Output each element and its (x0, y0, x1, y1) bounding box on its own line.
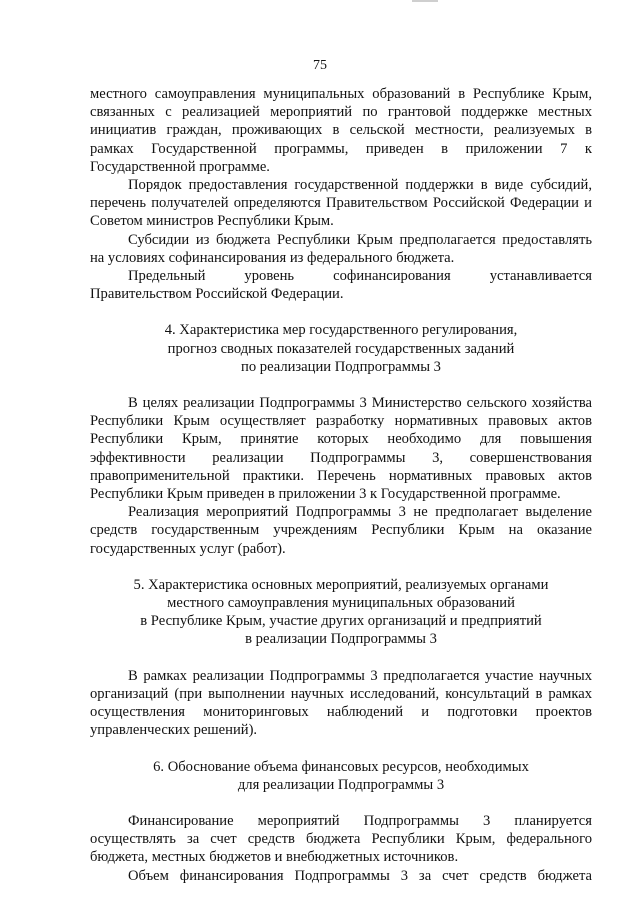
section-heading-6-line1: 6. Обоснование объема финансовых ресурсов, необходимых (153, 758, 529, 775)
paragraph-scientific-orgs: В рамках реализации Подпрограммы 3 предполагается участие научных организаций (при выполнении научных исследований, консультаций в рамках осуществления мониторинговых наблюдений и подготовки проектов управленческих решений). (90, 667, 592, 739)
section-heading-5-line1: 5. Характеристика основных мероприятий, реализуемых органами (133, 576, 549, 593)
section-heading-5-line4: в реализации Подпрограммы 3 (245, 631, 437, 648)
paragraph-financing-volume: Объем финансирования Подпрограммы 3 за счет средств бюджета (128, 867, 592, 884)
paragraph-state-tasks: Реализация мероприятий Подпрограммы 3 не предполагает выделение средств государственным учреждениям Республики Крым на оказание государственных услуг (работ). (90, 504, 592, 557)
paragraph-financing: Финансирование мероприятий Подпрограммы 3 планируется осуществлять за счет средств бюджета Республики Крым, федерального бюджета, местных бюджетов и внебюджетных источников. (90, 812, 592, 866)
section-heading-5-line3: в Республике Крым, участие других организаций и предприятий (140, 613, 542, 630)
section-heading-4-line2: прогноз сводных показателей государственных заданий (167, 340, 515, 357)
paragraph-continuation: местного самоуправления муниципальных образований в Республике Крым, связанных с реализацией мероприятий по грантовой поддержке местных инициатив граждан, проживающих в сельской местности, реализуемых в рамках Государственной программы, приведен в приложении 7 к Государственной программе. (90, 86, 592, 175)
paragraph-regulation: В целях реализации Подпрограммы 3 Министерство сельского хозяйства Республики Крым осуществляет разработку нормативных правовых актов Республики Крым, принятие которых необходимо для повышения эффективности реализации Подпрограммы 3, совершенствования правоприменительной практики. Перечень нормативных правовых актов Республики Крым приведен в приложении 3 к Государственной программе. (90, 395, 592, 503)
document-body (90, 85, 592, 885)
paragraph-subsidies: Субсидии из бюджета Республики Крым предполагается предоставлять на условиях софинансирования из федерального бюджета. (90, 231, 592, 266)
section-heading-4-line3: по реализации Подпрограммы 3 (241, 358, 441, 375)
paragraph-support-order: Порядок предоставления государственной поддержки в виде субсидий, перечень получателей определяются Правительством Российской Федерации и Советом министров Республики Крым. (90, 177, 592, 230)
section-heading-5-line2: местного самоуправления муниципальных образований (167, 595, 515, 612)
page-number: 75 (313, 58, 327, 73)
section-heading-6-line2: для реализации Подпрограммы 3 (237, 776, 445, 793)
paragraph-cofinancing-line1: Предельный уровень софинансирования устанавливается (128, 268, 592, 285)
section-heading-4-line1: 4. Характеристика мер государственного регулирования, (164, 322, 518, 339)
paragraph-cofinancing-line2: Правительством Российской Федерации. (90, 286, 344, 303)
scan-mark (412, 0, 438, 2)
